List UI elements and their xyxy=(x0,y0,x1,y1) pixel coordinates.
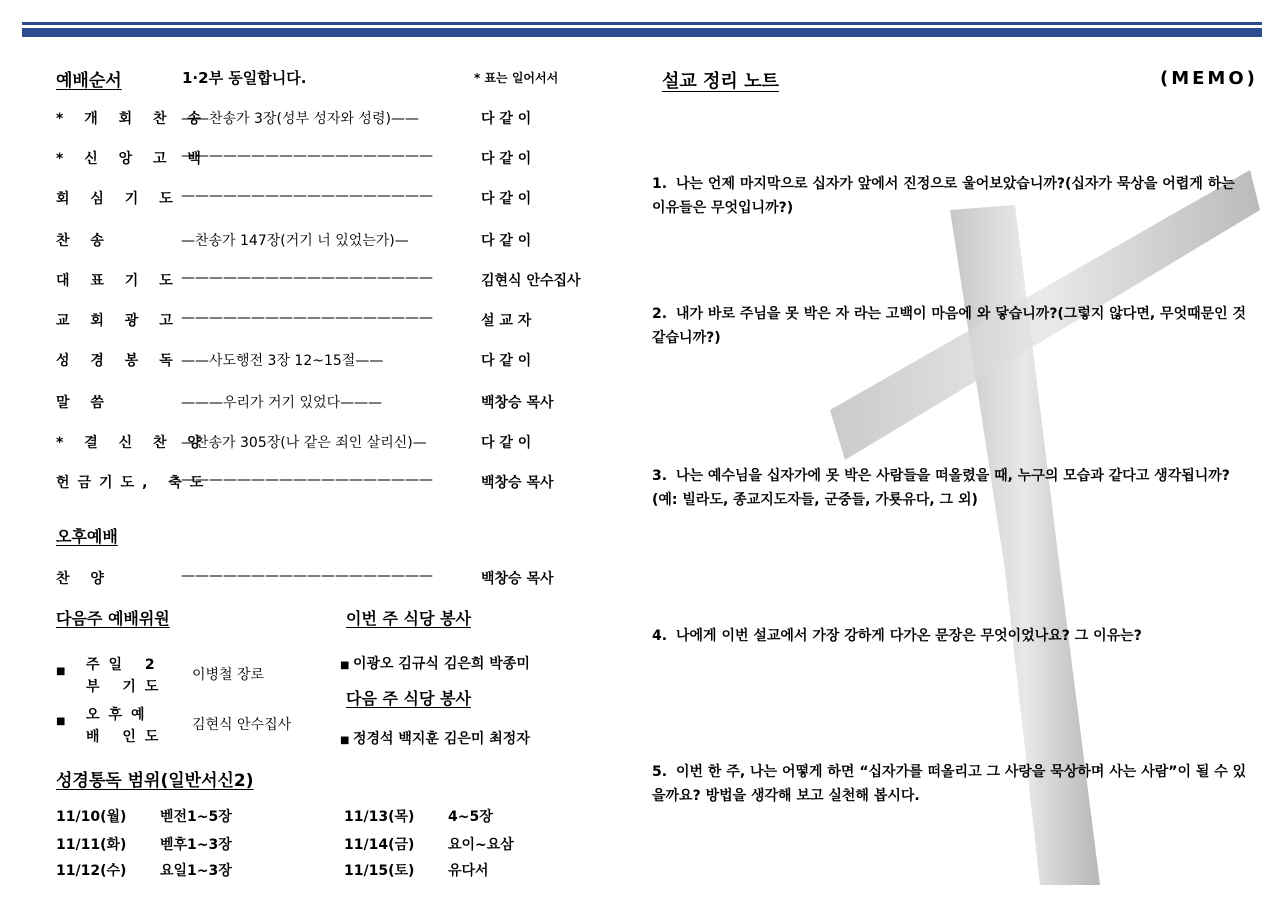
question-text: 나는 언제 마지막으로 십자가 앞에서 진정으로 울어보았습니까?(십자가 묵상을 어렵게 하는 이유들은 무엇입니까?) xyxy=(652,176,1235,216)
memo-label: (MEMO) xyxy=(1160,68,1258,89)
cafeteria-next-week: ■ 정경석 백지훈 김은미 최정자 xyxy=(340,731,530,747)
next-worship-name-2: 김현식 안수집사 xyxy=(192,717,292,733)
reading-1 xyxy=(56,806,232,826)
order-label: 헌금기도, 축도 xyxy=(56,475,212,491)
question-text: 나에게 이번 설교에서 가장 강하게 다가온 문장은 무엇이었나요? 그 이유는? xyxy=(676,628,1142,644)
order-row xyxy=(56,472,586,494)
header-rule-thick xyxy=(22,28,1262,37)
order-row xyxy=(56,188,586,210)
order-detail: ———우리가 거기 있었다——— xyxy=(181,395,383,411)
order-row xyxy=(56,270,586,292)
order-label: 찬 송 xyxy=(56,233,112,249)
reading-6 xyxy=(344,860,489,880)
question-num: 2. xyxy=(652,306,668,322)
question-text: 이번 한 주, 나는 어떻게 하면 “십자가를 떠올리고 그 사랑을 묵상하며 사는 사람”이 될 수 있을까요? 방법을 생각해 보고 실천해 봅시다. xyxy=(652,764,1247,804)
reading-4 xyxy=(344,806,493,826)
order-detail: —찬송가 147장(거기 너 있었는가)— xyxy=(181,233,409,249)
order-who: 백창승 목사 xyxy=(481,395,554,411)
order-note: * 표는 일어서서 xyxy=(474,71,559,85)
question-1 xyxy=(652,172,1252,220)
reading-range: 요일1~3장 xyxy=(160,863,232,879)
afternoon-row xyxy=(56,568,586,590)
next-worship-title: 다음주 예배위원 xyxy=(56,609,170,628)
reading-date: 11/15(토) xyxy=(344,863,415,879)
cafeteria-this-week-title: 이번 주 식당 봉사 xyxy=(346,609,471,628)
order-who: 다 같 이 xyxy=(481,111,532,127)
reading-range: 4~5장 xyxy=(448,809,493,825)
order-subtitle: 1·2부 동일합니다. xyxy=(182,69,307,87)
reading-date: 11/10(월) xyxy=(56,809,127,825)
reading-5 xyxy=(344,834,514,854)
cafeteria-next-week-names: 정경석 백지훈 김은미 최정자 xyxy=(352,731,530,747)
question-2 xyxy=(652,302,1252,350)
order-label: 말 씀 xyxy=(56,395,112,411)
question-5 xyxy=(652,760,1252,808)
question-num: 5. xyxy=(652,764,668,780)
order-row xyxy=(56,432,586,454)
question-num: 3. xyxy=(652,468,668,484)
next-worship-role-1: 주일 2부 기도 xyxy=(86,657,168,695)
question-num: 1. xyxy=(652,176,668,192)
question-text: 나는 예수님을 십자가에 못 박은 사람들을 떠올렸을 때, 누구의 모습과 같다고 생각됩니까?(예: 빌라도, 종교지도자들, 군중들, 가룟유다, 그 외) xyxy=(652,468,1230,508)
question-4 xyxy=(652,624,1252,648)
order-who: 다 같 이 xyxy=(481,151,532,167)
order-label: 성 경 봉 독 xyxy=(56,353,181,369)
afternoon-who: 백창승 목사 xyxy=(481,571,554,587)
order-who: 백창승 목사 xyxy=(481,475,554,491)
order-title: 예배순서 xyxy=(56,71,122,91)
order-label: 회 심 기 도 xyxy=(56,191,181,207)
order-label: * 개 회 찬 송 xyxy=(56,111,209,127)
order-label: 교 회 광 고 xyxy=(56,313,181,329)
order-row xyxy=(56,392,586,414)
order-who: 다 같 이 xyxy=(481,233,532,249)
reading-2 xyxy=(56,834,232,854)
order-detail: —————————————————— xyxy=(181,188,433,204)
order-row xyxy=(56,310,586,332)
question-3 xyxy=(652,464,1252,512)
order-label: * 신 앙 고 백 xyxy=(56,151,209,167)
reading-date: 11/14(금) xyxy=(344,837,415,853)
cafeteria-this-week: ■ 이광오 김규식 김은희 박종미 xyxy=(340,656,530,672)
order-detail: —————————————————— xyxy=(181,148,433,164)
order-label: * 결 신 찬 양 xyxy=(56,435,209,451)
reading-range: 유다서 xyxy=(448,863,489,879)
order-detail: ——찬송가 3장(성부 성자와 성령)—— xyxy=(181,111,419,127)
order-who: 다 같 이 xyxy=(481,191,532,207)
question-text: 내가 바로 주님을 못 박은 자 라는 고백이 마음에 와 닿습니까?(그렇지 않다면, 무엇때문인 것 같습니까?) xyxy=(652,306,1247,346)
order-detail: —————————————————— xyxy=(181,270,433,286)
order-who: 다 같 이 xyxy=(481,353,532,369)
afternoon-label: 찬 양 xyxy=(56,571,112,587)
order-row xyxy=(56,148,586,170)
order-row xyxy=(56,108,586,130)
header-rule-thin xyxy=(22,22,1262,25)
reading-date: 11/11(화) xyxy=(56,837,127,853)
next-worship-role-2: 오후예배 인도 xyxy=(86,707,168,745)
next-worship-name-1: 이병철 장로 xyxy=(192,667,265,683)
reading-date: 11/12(수) xyxy=(56,863,127,879)
order-detail: ——사도행전 3장 12~15절—— xyxy=(181,353,384,369)
order-detail: —————————————————— xyxy=(181,472,433,488)
reading-date: 11/13(목) xyxy=(344,809,415,825)
order-who: 김현식 안수집사 xyxy=(481,273,581,289)
reading-range: 벧전1~5장 xyxy=(160,809,232,825)
order-label: 대 표 기 도 xyxy=(56,273,181,289)
order-detail: —찬송가 305장(나 같은 죄인 살리신)— xyxy=(181,435,427,451)
sermon-notes-title: 설교 정리 노트 xyxy=(662,71,779,92)
reading-3 xyxy=(56,860,232,880)
bible-reading-title: 성경통독 범위(일반서신2) xyxy=(56,771,254,791)
cafeteria-this-week-names: 이광오 김규식 김은희 박종미 xyxy=(352,656,530,672)
order-who: 설 교 자 xyxy=(481,313,532,329)
afternoon-detail: —————————————————— xyxy=(181,568,433,584)
order-detail: —————————————————— xyxy=(181,310,433,326)
order-row xyxy=(56,350,586,372)
order-row xyxy=(56,230,586,252)
question-num: 4. xyxy=(652,628,668,644)
reading-range: 벧후1~3장 xyxy=(160,837,232,853)
order-who: 다 같 이 xyxy=(481,435,532,451)
reading-range: 요이~요삼 xyxy=(448,837,514,853)
afternoon-title: 오후예배 xyxy=(56,527,118,546)
cafeteria-next-week-title: 다음 주 식당 봉사 xyxy=(346,689,471,708)
